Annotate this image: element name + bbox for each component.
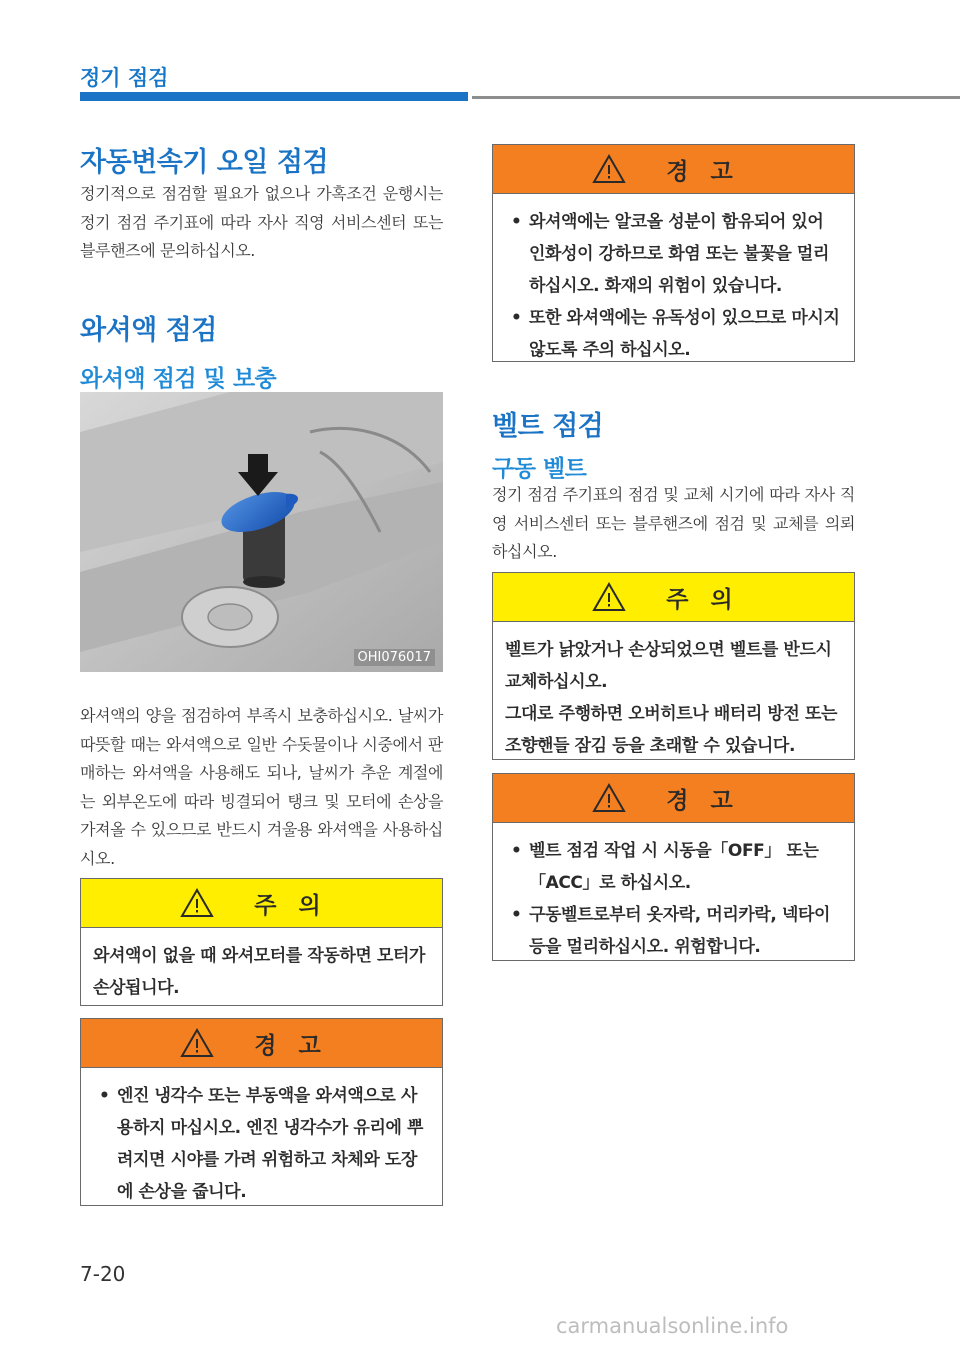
warning-header <box>493 774 854 823</box>
warning-box-alcohol <box>492 144 855 362</box>
washer-subheading: 와셔액 점검 및 보충 <box>80 366 277 392</box>
caution-label: 주의 <box>254 892 343 919</box>
warning-item: • 벨트 점검 작업 시 시동을「OFF」 또는 「ACC」로 하십시오. <box>505 835 842 899</box>
warning-label: 경고 <box>666 787 755 814</box>
belt-paragraph: 정기 점검 주기표의 점검 및 교체 시기에 따라 자사 직영 서비스센터 또는 블루핸즈에 점검 및 교체를 의뢰하십시오. <box>492 485 855 561</box>
warning-item: • 엔진 냉각수 또는 부동액을 와셔액으로 사용하지 마십시오. 엔진 냉각수가 유리에 뿌려지면 시야를 가려 위험하고 차체와 도장에 손상을 줍니다. <box>93 1080 430 1208</box>
warning-label: 경고 <box>254 1032 343 1059</box>
warning-body <box>81 1068 442 1218</box>
caution-box-belt <box>492 572 855 760</box>
caution-label: 주의 <box>666 586 755 613</box>
caution-text: 그대로 주행하면 오버히트나 배터리 방전 또는 조향핸들 잠김 등을 초래할 수 있습니다. <box>505 704 838 756</box>
belt-heading: 벨트 점검 <box>492 411 604 442</box>
header-bar-rule <box>472 96 960 99</box>
warning-item: • 또한 와셔액에는 유독성이 있으므로 마시지 않도록 주의 하십시오. <box>505 302 842 366</box>
warning-triangle-icon <box>592 582 626 612</box>
warning-body <box>493 194 854 376</box>
washer-heading: 와셔액 점검 <box>80 315 217 346</box>
warning-body <box>493 823 854 973</box>
page-number: 7-20 <box>80 1262 126 1286</box>
caution-text: 벨트가 낡았거나 손상되었으면 벨트를 반드시 교체하십시오. <box>505 640 832 692</box>
header-bar-accent <box>80 92 468 101</box>
warning-label: 경고 <box>666 158 755 185</box>
warning-box-belt <box>492 773 855 961</box>
warning-triangle-icon <box>180 1028 214 1058</box>
caution-header <box>81 879 442 928</box>
warning-item: • 와셔액에는 알코올 성분이 함유되어 있어 인화성이 강하므로 화염 또는 불꽃을 멀리하십시오. 화재의 위험이 있습니다. <box>505 206 842 302</box>
warning-triangle-icon <box>180 888 214 918</box>
warning-header <box>81 1019 442 1068</box>
washer-paragraph: 와셔액의 양을 점검하여 부족시 보충하십시오. 날씨가 따뜻할 때는 와셔액으로 일반 수돗물이나 시중에서 판매하는 와셔액을 사용해도 되나, 날씨가 추운 계절에는 외부온도에 따라 빙결되어 탱크 및 모터에 손상을 가져올 수 있으므로 반드시 겨울용 와셔액을 사용하십시오. <box>80 706 443 868</box>
caution-text: 와셔액이 없을 때 와셔모터를 작동하면 모터가 손상됩니다. <box>93 946 426 998</box>
washer-reservoir-illustration <box>80 392 443 672</box>
belt-subheading: 구동 벨트 <box>492 456 587 482</box>
warning-triangle-icon <box>592 783 626 813</box>
warning-box-coolant <box>80 1018 443 1206</box>
atf-oil-paragraph: 정기적으로 점검할 필요가 없으나 가혹조건 운행시는 정기 점검 주기표에 따라 자사 직영 서비스센터 또는 블루핸즈에 문의하십시오. <box>80 184 443 260</box>
watermark: carmanualsonline.info <box>556 1314 789 1338</box>
caution-header <box>493 573 854 622</box>
washer-reservoir-figure <box>80 392 443 672</box>
warning-item: • 구동벨트로부터 옷자락, 머리카락, 넥타이 등을 멀리하십시오. 위험합니다. <box>505 899 842 963</box>
warning-triangle-icon <box>592 154 626 184</box>
atf-oil-heading: 자동변속기 오일 점검 <box>80 147 329 178</box>
caution-body <box>493 622 854 772</box>
warning-header <box>493 145 854 194</box>
figure-code: OHI076017 <box>354 649 435 666</box>
section-title: 정기 점검 <box>80 66 169 90</box>
caution-box-washer-motor <box>80 878 443 1006</box>
